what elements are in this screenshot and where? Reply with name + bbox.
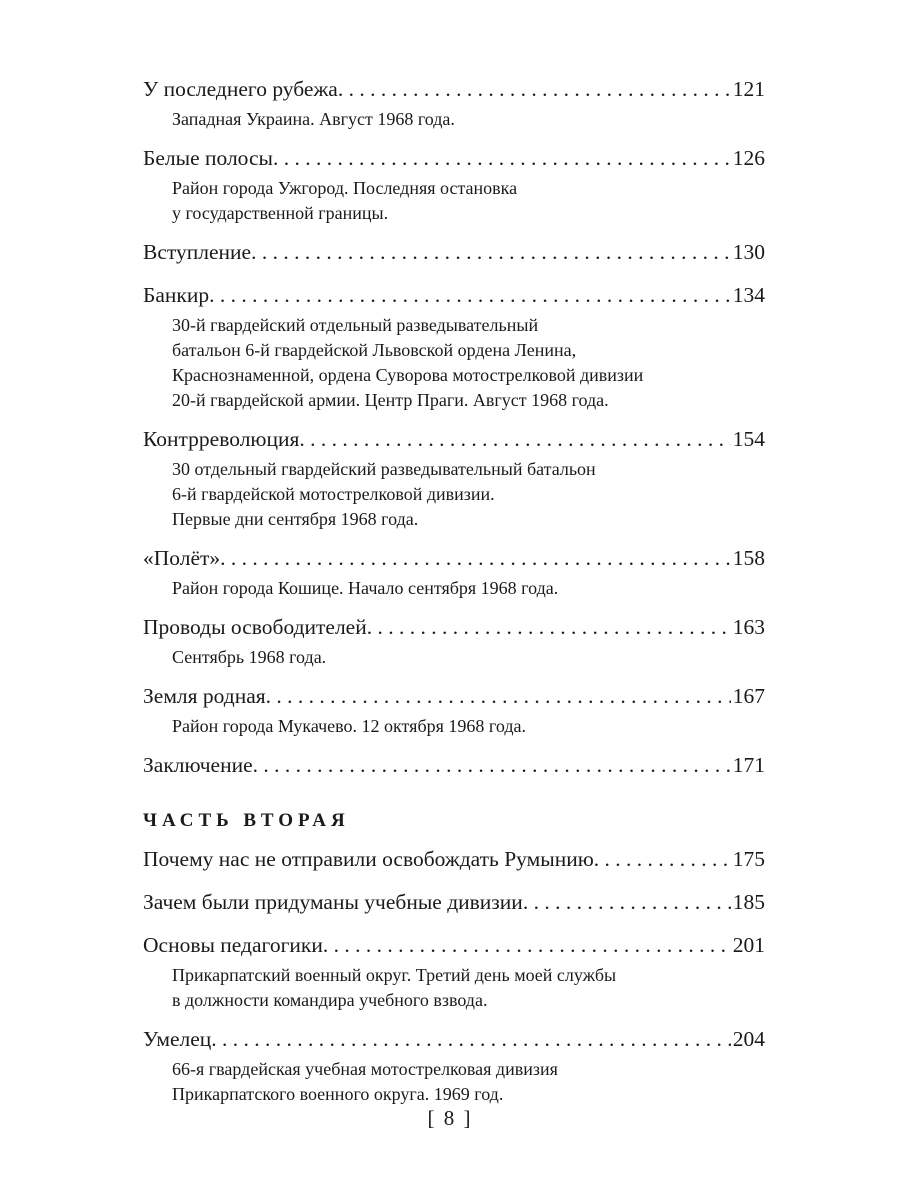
toc-entry-description-line: Район города Мукачево. 12 октября 1968 года. — [172, 716, 526, 736]
toc-entry — [143, 422, 765, 532]
toc-entry-title: Земля родная — [143, 684, 266, 708]
toc-entry-row — [143, 235, 765, 269]
toc-entry-page: 130 — [732, 240, 765, 264]
toc-entry-description-line: Прикарпатский военный округ. Третий день моей службы — [172, 965, 617, 985]
toc-entry-description-line: 20-й гвардейской армии. Центр Праги. Август 1968 года. — [172, 390, 609, 410]
toc-entry-description-line: 30 отдельный гвардейский разведывательный батальон — [172, 459, 596, 479]
toc-entry-description-line: 6-й гвардейской мотострелковой дивизии. — [172, 484, 495, 504]
toc-entry-row — [143, 72, 765, 106]
toc-entry-description — [143, 576, 765, 601]
toc-entry-title: Контрреволюция — [143, 427, 300, 451]
toc-entry-page: 158 — [732, 546, 765, 570]
toc-entry-title: Основы педагогики — [143, 933, 323, 957]
toc-entry-title: Белые полосы — [143, 146, 273, 170]
dot-leader — [220, 541, 731, 575]
toc-part-one — [143, 72, 765, 782]
toc-entry-description-line: 30-й гвардейский отдельный разведывательный — [172, 315, 539, 335]
toc-entry — [143, 885, 765, 919]
toc-entry-row — [143, 422, 765, 456]
toc-entry-page: 167 — [732, 684, 765, 708]
toc-entry-description — [143, 714, 765, 739]
dot-leader — [323, 928, 731, 962]
toc-entry-description — [143, 457, 765, 532]
toc-entry-title: Умелец — [143, 1027, 212, 1051]
toc-entry-description-line: Район города Ужгород. Последняя остановка — [172, 178, 518, 198]
page-number: [ 8 ] — [427, 1106, 473, 1130]
dot-leader — [367, 610, 731, 644]
toc-entry-title: Зачем были придуманы учебные дивизии — [143, 890, 523, 914]
toc-entry-title: Банкир — [143, 283, 210, 307]
toc-entry-description — [143, 963, 765, 1013]
toc-entry-title: У последнего рубежа — [143, 77, 338, 101]
toc-part-two — [143, 842, 765, 1107]
toc-entry-description — [143, 107, 765, 132]
part-heading: ЧАСТЬ ВТОРАЯ — [143, 810, 350, 831]
toc-entry-description-line: Краснознаменной, ордена Суворова мотострелковой дивизии — [172, 365, 644, 385]
toc-entry-page: 163 — [732, 615, 765, 639]
dot-leader — [211, 1022, 730, 1056]
toc-entry-page: 185 — [732, 890, 765, 914]
toc-entry-description-line: Западная Украина. Август 1968 года. — [172, 109, 455, 129]
toc-entry — [143, 141, 765, 226]
toc-entry-row — [143, 278, 765, 312]
toc-entry-description-line: у государственной границы. — [172, 203, 389, 223]
dot-leader — [523, 885, 731, 919]
toc-entry-description-line: Сентябрь 1968 года. — [172, 647, 327, 667]
toc-entry-description-line: 66-я гвардейская учебная мотострелковая дивизия — [172, 1059, 558, 1079]
dot-leader — [338, 72, 731, 106]
toc-entry — [143, 235, 765, 269]
toc-entry-description — [143, 313, 765, 413]
toc-entry-page: 201 — [732, 933, 765, 957]
toc-entry-title: Проводы освободителей — [143, 615, 367, 639]
toc-entry — [143, 541, 765, 601]
toc-entry-title: Почему нас не отправили освобождать Румынию — [143, 847, 594, 871]
toc-entry — [143, 72, 765, 132]
toc-entry-title: «Полёт» — [143, 546, 221, 570]
toc-entry — [143, 928, 765, 1013]
toc-entry-row — [143, 748, 765, 782]
toc-entry-page: 154 — [732, 427, 765, 451]
toc-entry-page: 175 — [732, 847, 765, 871]
table-of-contents — [143, 72, 765, 1116]
toc-entry-description — [143, 176, 765, 226]
toc-entry-description-line: Первые дни сентября 1968 года. — [172, 509, 419, 529]
toc-entry-description — [143, 645, 765, 670]
toc-entry — [143, 842, 765, 876]
dot-leader — [251, 235, 731, 269]
toc-entry — [143, 1022, 765, 1107]
toc-entry — [143, 748, 765, 782]
toc-entry-description — [143, 1057, 765, 1107]
toc-entry-page: 121 — [732, 77, 765, 101]
toc-entry-page: 204 — [732, 1027, 765, 1051]
toc-entry — [143, 679, 765, 739]
toc-entry-description-line: Прикарпатского военного округа. 1969 год. — [172, 1084, 504, 1104]
dot-leader — [253, 748, 731, 782]
toc-entry-page: 134 — [732, 283, 765, 307]
dot-leader — [273, 141, 731, 175]
toc-entry-row — [143, 679, 765, 713]
dot-leader — [594, 842, 731, 876]
dot-leader — [266, 679, 731, 713]
toc-entry — [143, 610, 765, 670]
toc-entry-description-line: Район города Кошице. Начало сентября 1968 года. — [172, 578, 559, 598]
toc-entry-row — [143, 141, 765, 175]
toc-entry-description-line: в должности командира учебного взвода. — [172, 990, 488, 1010]
toc-entry-title: Вступление — [143, 240, 252, 264]
toc-entry-description-line: батальон 6-й гвардейской Львовской ордена Ленина, — [172, 340, 577, 360]
toc-entry-page: 171 — [732, 753, 765, 777]
dot-leader — [209, 278, 731, 312]
dot-leader — [299, 422, 730, 456]
toc-entry-row — [143, 541, 765, 575]
toc-entry-title: Заключение — [143, 753, 253, 777]
toc-entry-row — [143, 610, 765, 644]
toc-entry-row — [143, 928, 765, 962]
toc-entry-row — [143, 885, 765, 919]
toc-entry-page: 126 — [732, 146, 765, 170]
toc-entry — [143, 278, 765, 413]
toc-entry-row — [143, 842, 765, 876]
toc-entry-row — [143, 1022, 765, 1056]
